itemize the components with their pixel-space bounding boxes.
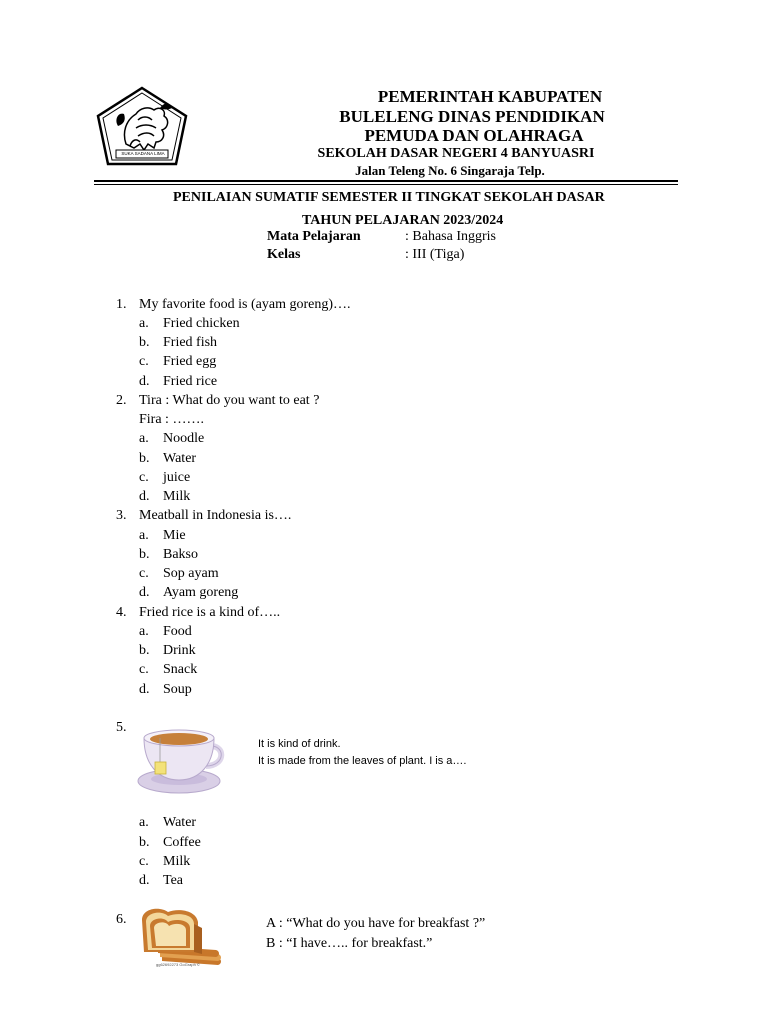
question-2-option-b: Water xyxy=(163,451,197,466)
question-6-text: A : “What do you have for breakfast ?” xyxy=(266,916,486,931)
question-3-text: Meatball in Indonesia is…. xyxy=(139,508,292,523)
subject-label: Mata Pelajaran xyxy=(267,229,361,244)
question-3-option-c-letter: c. xyxy=(139,566,149,581)
question-3-option-d: Ayam goreng xyxy=(163,585,239,600)
question-4-option-d: Soup xyxy=(163,682,192,697)
school-logo xyxy=(96,86,188,168)
logo-text: SUKA SADANA LIMA xyxy=(121,151,165,156)
header-line-4: SEKOLAH DASAR NEGERI 4 BANYUASRI xyxy=(317,146,595,161)
header-line-1: PEMERINTAH KABUPATEN xyxy=(377,87,603,106)
question-1-number: 1. xyxy=(116,297,127,312)
bread-slices-icon xyxy=(138,906,226,968)
tea-cup-icon xyxy=(134,724,228,798)
question-1-option-b-letter: b. xyxy=(139,335,150,350)
question-5-option-a: Water xyxy=(163,815,197,830)
question-1-option-a: Fried chicken xyxy=(163,316,240,331)
question-5-option-d: Tea xyxy=(163,873,184,888)
question-3-number: 3. xyxy=(116,508,127,523)
question-5-option-b-letter: b. xyxy=(139,835,150,850)
question-1-option-d-letter: d. xyxy=(139,374,150,389)
question-1-option-b: Fried fish xyxy=(163,335,218,350)
question-3-option-b: Bakso xyxy=(163,547,198,562)
letterhead-rule-thick xyxy=(94,180,678,182)
question-2-option-c-letter: c. xyxy=(139,470,149,485)
question-2-option-b-letter: b. xyxy=(139,451,150,466)
subject-value: : Bahasa Inggris xyxy=(405,229,496,244)
question-3-option-d-letter: d. xyxy=(139,585,150,600)
question-5-option-a-letter: a. xyxy=(139,815,149,830)
question-2-option-a-letter: a. xyxy=(139,431,149,446)
class-value: : III (Tiga) xyxy=(405,247,465,262)
question-2-text-2: Fira : ……. xyxy=(139,412,204,427)
question-4-option-c: Snack xyxy=(163,662,198,677)
question-5-text-2: It is made from the leaves of plant. I is a…. xyxy=(258,755,467,767)
question-5-option-d-letter: d. xyxy=(139,873,150,888)
question-4-number: 4. xyxy=(116,605,127,620)
question-4-option-a: Food xyxy=(163,624,192,639)
header-line-5: Jalan Teleng No. 6 Singaraja Telp. xyxy=(355,163,545,178)
question-1-option-a-letter: a. xyxy=(139,316,149,331)
question-1-text: My favorite food is (ayam goreng)…. xyxy=(139,297,351,312)
question-1-option-d: Fried rice xyxy=(163,374,218,389)
question-3-option-c: Sop ayam xyxy=(163,566,219,581)
question-5-option-c-letter: c. xyxy=(139,854,149,869)
question-5-option-c: Milk xyxy=(163,854,191,869)
question-4-option-b: Drink xyxy=(163,643,196,658)
question-4-option-b-letter: b. xyxy=(139,643,150,658)
question-4-text: Fried rice is a kind of….. xyxy=(139,605,281,620)
question-2-option-a: Noodle xyxy=(163,431,205,446)
header-line-3: PEMUDA DAN OLAHRAGA xyxy=(364,126,584,145)
question-3-option-a-letter: a. xyxy=(139,528,149,543)
header-line-2: BULELENG DINAS PENDIDIKAN xyxy=(339,107,605,126)
question-5-text: It is kind of drink. xyxy=(258,738,341,750)
question-1-option-c: Fried egg xyxy=(163,354,217,369)
question-4-option-c-letter: c. xyxy=(139,662,149,677)
bread-image-caption: gg62692273 GoGraph © xyxy=(156,962,200,967)
question-1-option-c-letter: c. xyxy=(139,354,149,369)
question-4-option-d-letter: d. xyxy=(139,682,150,697)
question-6-text-2: B : “I have….. for breakfast.” xyxy=(266,936,433,951)
question-6-number: 6. xyxy=(116,912,127,927)
exam-title: PENILAIAN SUMATIF SEMESTER II TINGKAT SEKOLAH DASAR xyxy=(173,190,605,205)
question-2-option-c: juice xyxy=(163,470,191,485)
exam-year: TAHUN PELAJARAN 2023/2024 xyxy=(302,213,504,228)
letterhead-rule-thin xyxy=(94,184,678,185)
question-4-option-a-letter: a. xyxy=(139,624,149,639)
question-3-option-a: Mie xyxy=(163,528,186,543)
class-label: Kelas xyxy=(267,247,301,262)
question-2-number: 2. xyxy=(116,393,127,408)
question-2-option-d-letter: d. xyxy=(139,489,150,504)
question-5-option-b: Coffee xyxy=(163,835,201,850)
question-2-option-d: Milk xyxy=(163,489,191,504)
question-3-option-b-letter: b. xyxy=(139,547,150,562)
question-2-text: Tira : What do you want to eat ? xyxy=(139,393,320,408)
question-5-number: 5. xyxy=(116,720,127,735)
